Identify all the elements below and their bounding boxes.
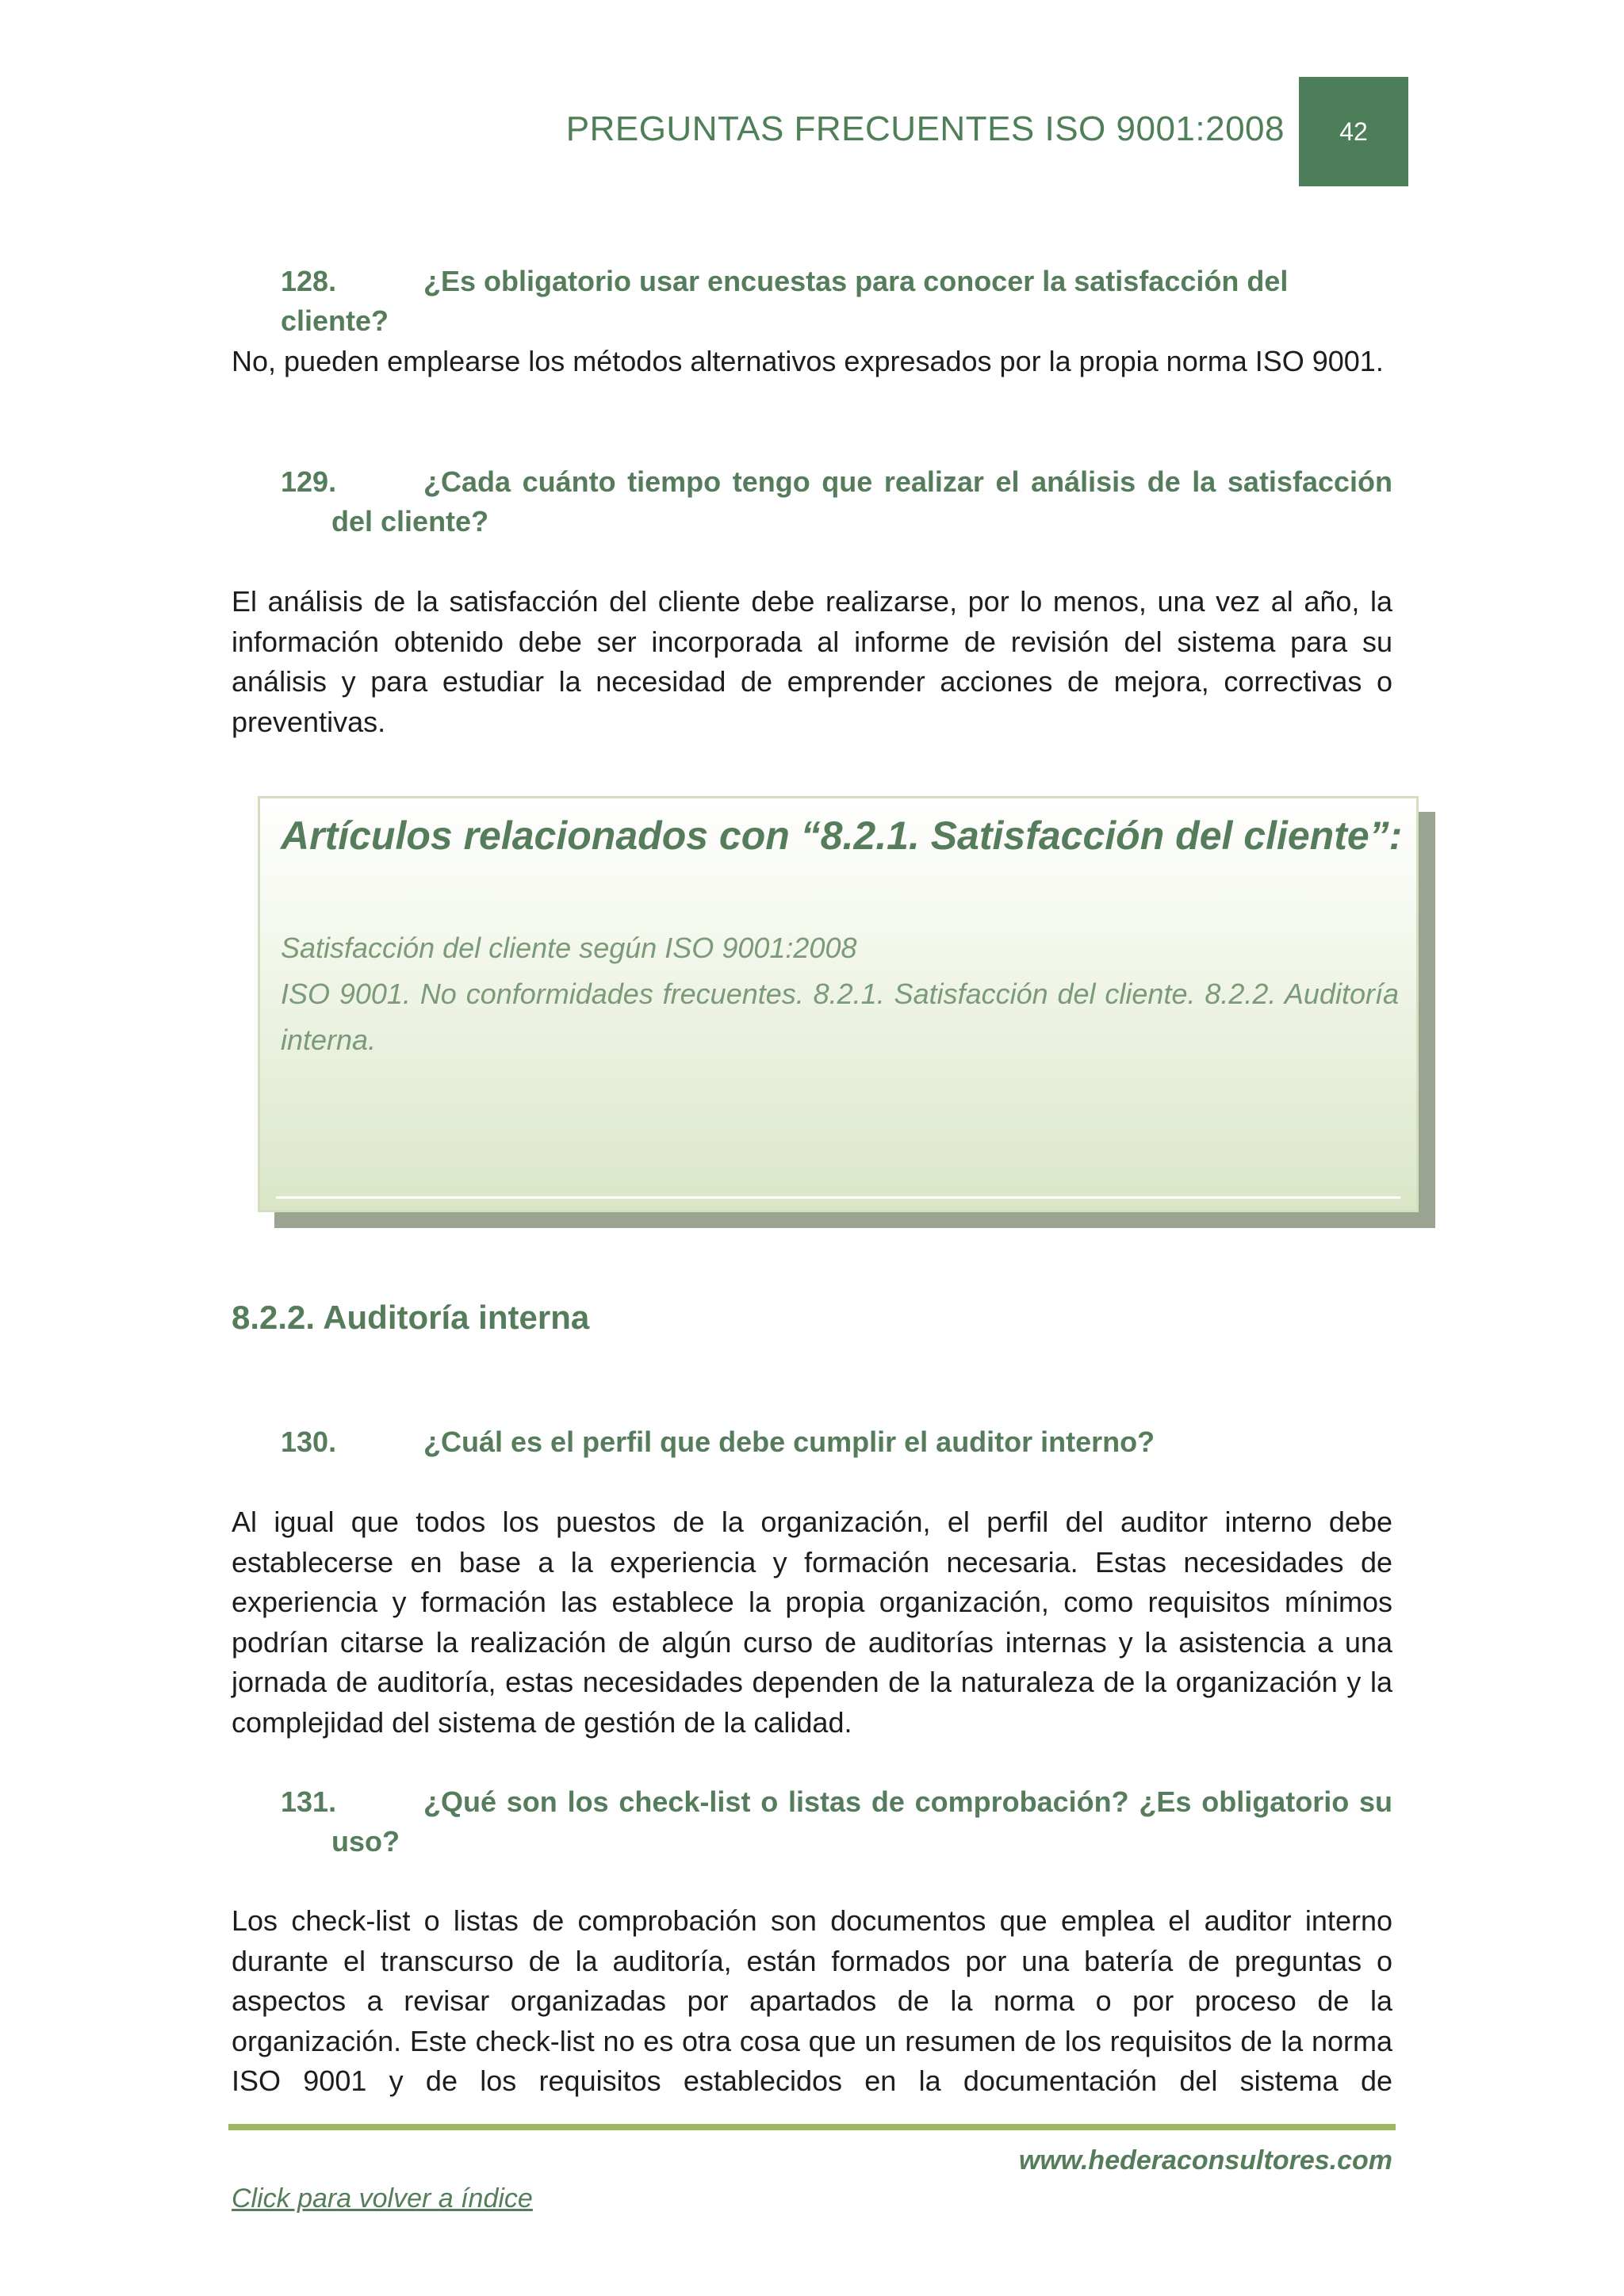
faq-answer-129: El análisis de la satisfacción del cliente debe realizarse, por lo menos, una vez al año, la información obtenido debe ser incorporada al informe de revisión del sistema para su análisis y para estudiar la necesidad de emprender acciones de mejora, correctivas o preventivas. — [232, 585, 1392, 738]
page-number-box — [1299, 77, 1408, 186]
faq-question-129 — [281, 462, 1392, 541]
header-title: PREGUNTAS FRECUENTES ISO 9001:2008 — [565, 109, 1285, 148]
faq-question-text: ¿Cada cuánto tiempo tengo que realizar el análisis de la satisfacción — [423, 465, 1392, 498]
faq-question-131 — [281, 1782, 1392, 1862]
footer-rule — [228, 2124, 1396, 2130]
faq-question-text: ¿Es obligatorio usar encuestas para conocer la satisfacción del cliente? — [281, 265, 1289, 337]
faq-question-130 — [281, 1422, 1392, 1462]
faq-question-text: ¿Cuál es el perfil que debe cumplir el auditor interno? — [423, 1425, 1155, 1458]
related-article-link[interactable]: ISO 9001. No conformidades frecuentes. 8.2.1. Satisfacción del cliente. 8.2.2. Auditoría interna. — [281, 978, 1399, 1056]
footer-website-url[interactable]: www.hederaconsultores.com — [1018, 2145, 1392, 2175]
faq-number: 131. — [281, 1785, 337, 1818]
faq-question-text-cont: del cliente? — [331, 505, 489, 538]
faq-question-text-cont: uso? — [331, 1825, 400, 1858]
back-to-index-link[interactable]: Click para volver a índice — [232, 2183, 533, 2214]
page-number: 42 — [1339, 117, 1368, 146]
related-articles-list — [281, 925, 1399, 1063]
related-articles-title: Artículos relacionados con “8.2.1. Satisfacción del cliente”: — [281, 813, 1403, 858]
faq-answer-128: No, pueden emplearse los métodos alternativos expresados por la propia norma ISO 9001. — [232, 345, 1384, 377]
faq-question-text: ¿Qué son los check-list o listas de comprobación? ¿Es obligatorio su — [423, 1785, 1392, 1818]
faq-number: 130. — [281, 1425, 337, 1458]
related-article-link[interactable]: Satisfacción del cliente según ISO 9001:2008 — [281, 932, 857, 964]
faq-answer-130: Al igual que todos los puestos de la organización, el perfil del auditor interno debe establecerse en base a la experiencia y formación necesaria. Estas necesidades de experiencia y formación las establece la propia organización, como requisitos mínimos podrían citarse la realización de algún curso de auditorías internas y la asistencia a una jornada de auditoría, estas necesidades dependen de la naturaleza de la organización y la complejidad del sistema de gestión de la calidad. — [232, 1506, 1392, 1739]
faq-number: 128. — [281, 265, 337, 297]
related-articles-box — [258, 796, 1419, 1212]
faq-answer-131: Los check-list o listas de comprobación son documentos que emplea el auditor interno durante el transcurso de la auditoría, están formados por una batería de preguntas o aspectos a revisar organizadas por apartados de la norma o por proceso de la organización. Este check-list no es otra cosa que un resumen de los requisitos de la norma ISO 9001 y de los requisitos establecidos en la documentación del sistema de — [232, 1904, 1392, 2097]
faq-number: 129. — [281, 465, 337, 498]
section-heading: 8.2.2. Auditoría interna — [232, 1299, 590, 1336]
related-box-rule — [276, 1196, 1400, 1199]
faq-question-128 — [281, 262, 1392, 341]
